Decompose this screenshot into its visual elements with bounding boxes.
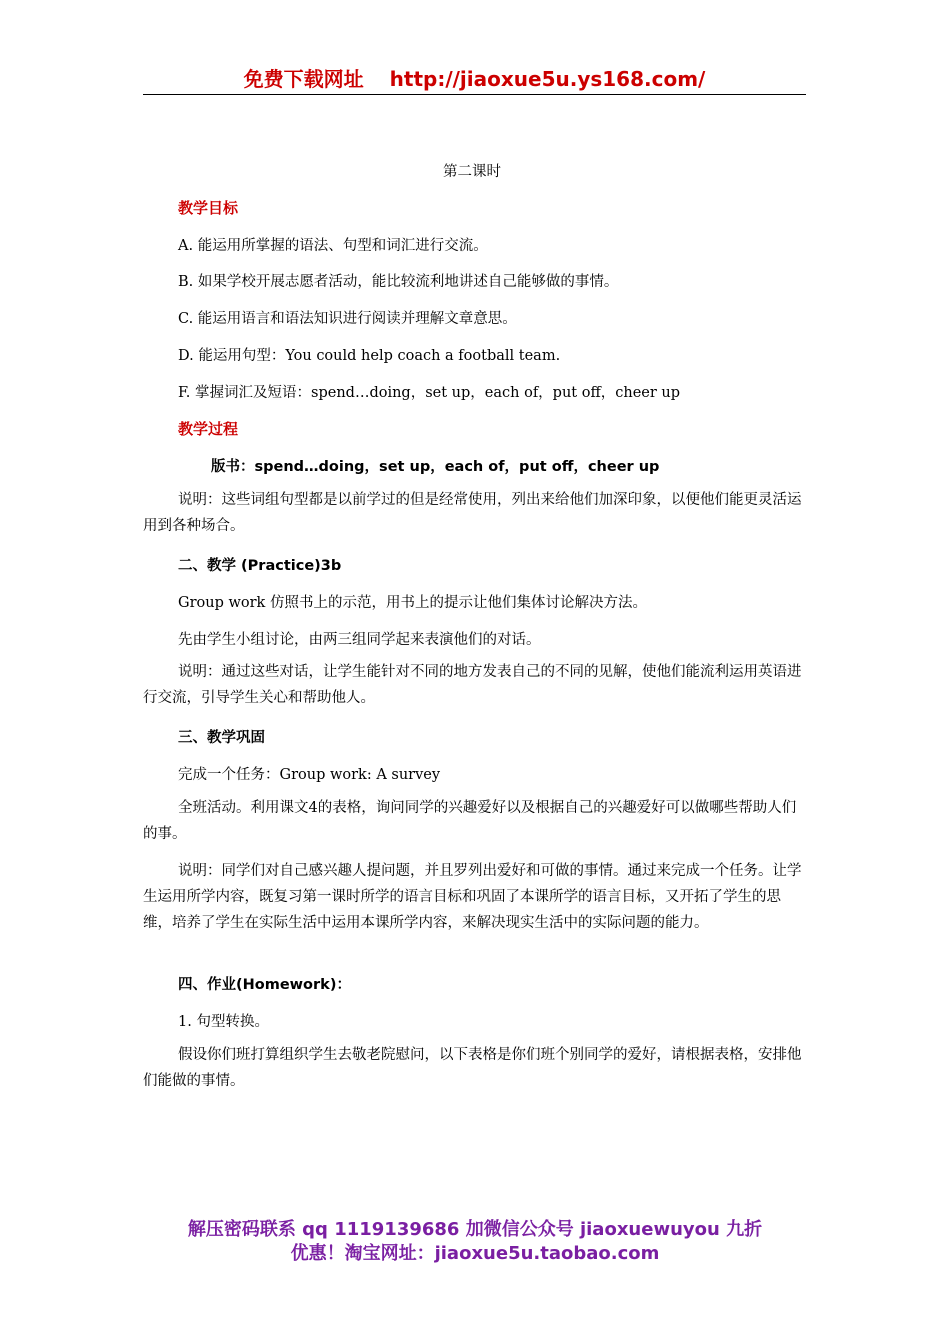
section2-note: 说明：通过这些对话，让学生能针对不同的地方发表自己的不同的见解，使他们能流利运用英语进行交流，引导学生关心和帮助他人。 [143,664,802,706]
goal-item: B. 如果学校开展志愿者活动，能比较流利地讲述自己能够做的事情。 [178,274,619,290]
header-divider [143,94,806,95]
section3-note: 说明：同学们对自己感兴趣人提问题，并且罗列出爱好和可做的事情。通过来完成一个任务。让学生运用所学内容，既复习第一课时所学的语言目标和巩固了本课所学的语言目标，又开拓了学生的思维，培养了学生在实际生活中运用本课所学内容，来解决现实生活中的实际问题的能力。 [143,863,802,931]
note-paragraph: 说明：这些词组句型都是以前学过的但是经常使用，列出来给他们加深印象，以便他们能更灵活运用到各种场合。 [143,492,802,534]
section2-heading: 二、教学 (Practice)3b [178,558,342,574]
footer-line-2: 优惠！淘宝网址：jiaoxue5u.taobao.com [290,1243,660,1264]
header-url[interactable]: http://jiaoxue5u.ys168.com/ [389,67,706,91]
section3-line: 完成一个任务：Group work: A survey [178,767,441,783]
goal-item: C. 能运用语言和语法知识进行阅读并理解文章意思。 [178,311,517,327]
header-banner [143,64,806,94]
section4-line: 假设你们班打算组织学生去敬老院慰问，以下表格是你们班个别同学的爱好，请根据表格，安排他们能做的事情。 [143,1047,802,1089]
section3-line: 全班活动。利用课文4的表格，询问同学的兴趣爱好以及根据自己的兴趣爱好可以做哪些帮助人们的事。 [143,800,797,842]
section4-line: 1. 句型转换。 [178,1014,269,1030]
goal-item: D. 能运用句型：You could help coach a football team. [178,348,561,364]
board-text: 版书：spend…doing，set up，each of，put off，cheer up [211,459,660,475]
goal-item: A. 能运用所掌握的语法、句型和词汇进行交流。 [178,238,488,254]
footer-line-1: 解压密码联系 qq 1119139686 加微信公众号 jiaoxuewuyou 九折 [187,1219,763,1240]
goal-item: F. 掌握词汇及短语：spend…doing，set up，each of，put off，cheer up [178,385,681,401]
section2-line: 先由学生小组讨论，由两三组同学起来表演他们的对话。 [178,632,541,648]
section4-heading: 四、作业(Homework)： [178,977,351,993]
header-label: 免费下载网址 [243,67,364,91]
page-title: 第二课时 [443,164,501,180]
section3-heading: 三、教学巩固 [178,730,265,746]
goals-heading: 教学目标 [178,199,239,217]
section2-line: Group work 仿照书上的示范，用书上的提示让他们集体讨论解决方法。 [178,595,647,611]
process-heading: 教学过程 [178,420,239,438]
